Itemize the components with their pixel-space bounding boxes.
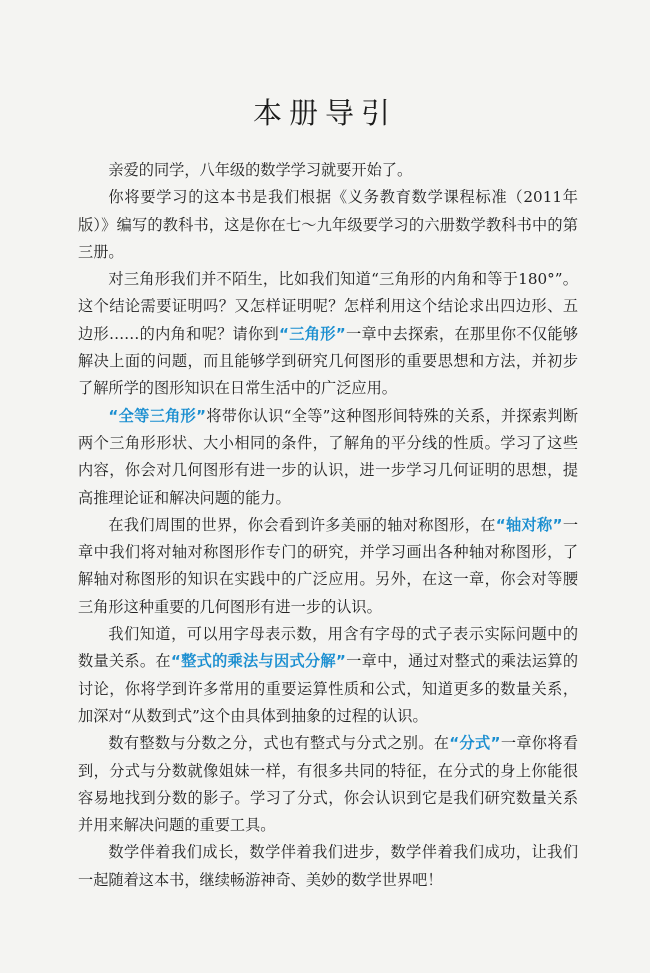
chapter-keyword: “分式” xyxy=(449,734,501,753)
page-title: 本册导引 xyxy=(252,96,397,131)
chapter-keyword: “全等三角形” xyxy=(108,406,207,425)
chapter-keyword: “轴对称” xyxy=(495,515,563,534)
paragraph xyxy=(78,839,578,894)
paragraph xyxy=(78,730,578,839)
paragraph-text: 一章中去探索，在那里你不仅能够解决上面的问题，而且能够学到研究几何图形的重要思想和方法，并初步了解所学的图形知识在日常生活中的广泛应用。 xyxy=(78,324,579,398)
paragraph-text: 将带你认识“全等”这种图形间特殊的关系，并探索判断两个三角形形状、大小相同的条件，了解角的平分线的性质。学习了这些内容，你会对几何图形有进一步的认识，进一步学习几何证明的思想，提高推理论证和解决问题的能力。 xyxy=(78,406,579,507)
paragraph-text: 我们知道，可以用字母表示数，用含有字母的式子表示实际问题中的数量关系。在 xyxy=(78,625,578,671)
chapter-keyword: “三角形” xyxy=(279,324,346,343)
paragraph xyxy=(78,266,578,402)
paragraph-text: 在我们周围的世界，你会看到许多美丽的轴对称图形，在 xyxy=(108,515,496,534)
paragraph xyxy=(78,512,578,621)
paragraph-text: 数有整数与分数之分，式也有整式与分式之别。在 xyxy=(108,734,450,753)
intro-body xyxy=(78,157,578,894)
paragraph-text: 你将要学习的这本书是我们根据《义务教育数学课程标准（2011年版）》编写的教科书，这是你在七～九年级要学习的六册数学教科书中的第三册。 xyxy=(78,188,578,261)
paragraph-text: 对三角形我们并不陌生，比如我们知道“三角形的内角和等于180°”。这个结论需要证明吗？又怎样证明呢？怎样利用这个结论求出四边形、五边形……的内角和呢？请你到 xyxy=(78,270,578,343)
paragraph-text: 数学伴着我们成长，数学伴着我们进步，数学伴着我们成功，让我们一起随着这本书，继续畅游神奇、美妙的数学世界吧！ xyxy=(78,843,578,889)
paragraph-text: 一章中我们将对轴对称图形作专门的研究，并学习画出各种轴对称图形，了解轴对称图形的知识在实践中的广泛应用。另外，在这一章，你会对等腰三角形这种重要的几何图形有进一步的认识。 xyxy=(78,515,579,616)
paragraph xyxy=(78,403,578,512)
paragraph xyxy=(78,621,578,730)
paragraph xyxy=(78,184,578,266)
paragraph-text: 亲爱的同学，八年级的数学学习就要开始了。 xyxy=(108,161,413,179)
paragraph xyxy=(78,157,578,184)
chapter-keyword: “整式的乘法与因式分解” xyxy=(170,652,346,671)
paragraph-text: 一章你将看到，分式与分数就像姐妹一样，有很多共同的特征，在分式的身上你能很容易地找到分数的影子。学习了分式，你会认识到它是我们研究数量关系并用来解决问题的重要工具。 xyxy=(78,734,579,835)
paragraph-text: 一章中，通过对整式的乘法运算的讨论，你将学到许多常用的重要运算性质和公式，知道更多的数量关系，加深对“从数到式”这个由具体到抽象的过程的认识。 xyxy=(78,652,579,725)
